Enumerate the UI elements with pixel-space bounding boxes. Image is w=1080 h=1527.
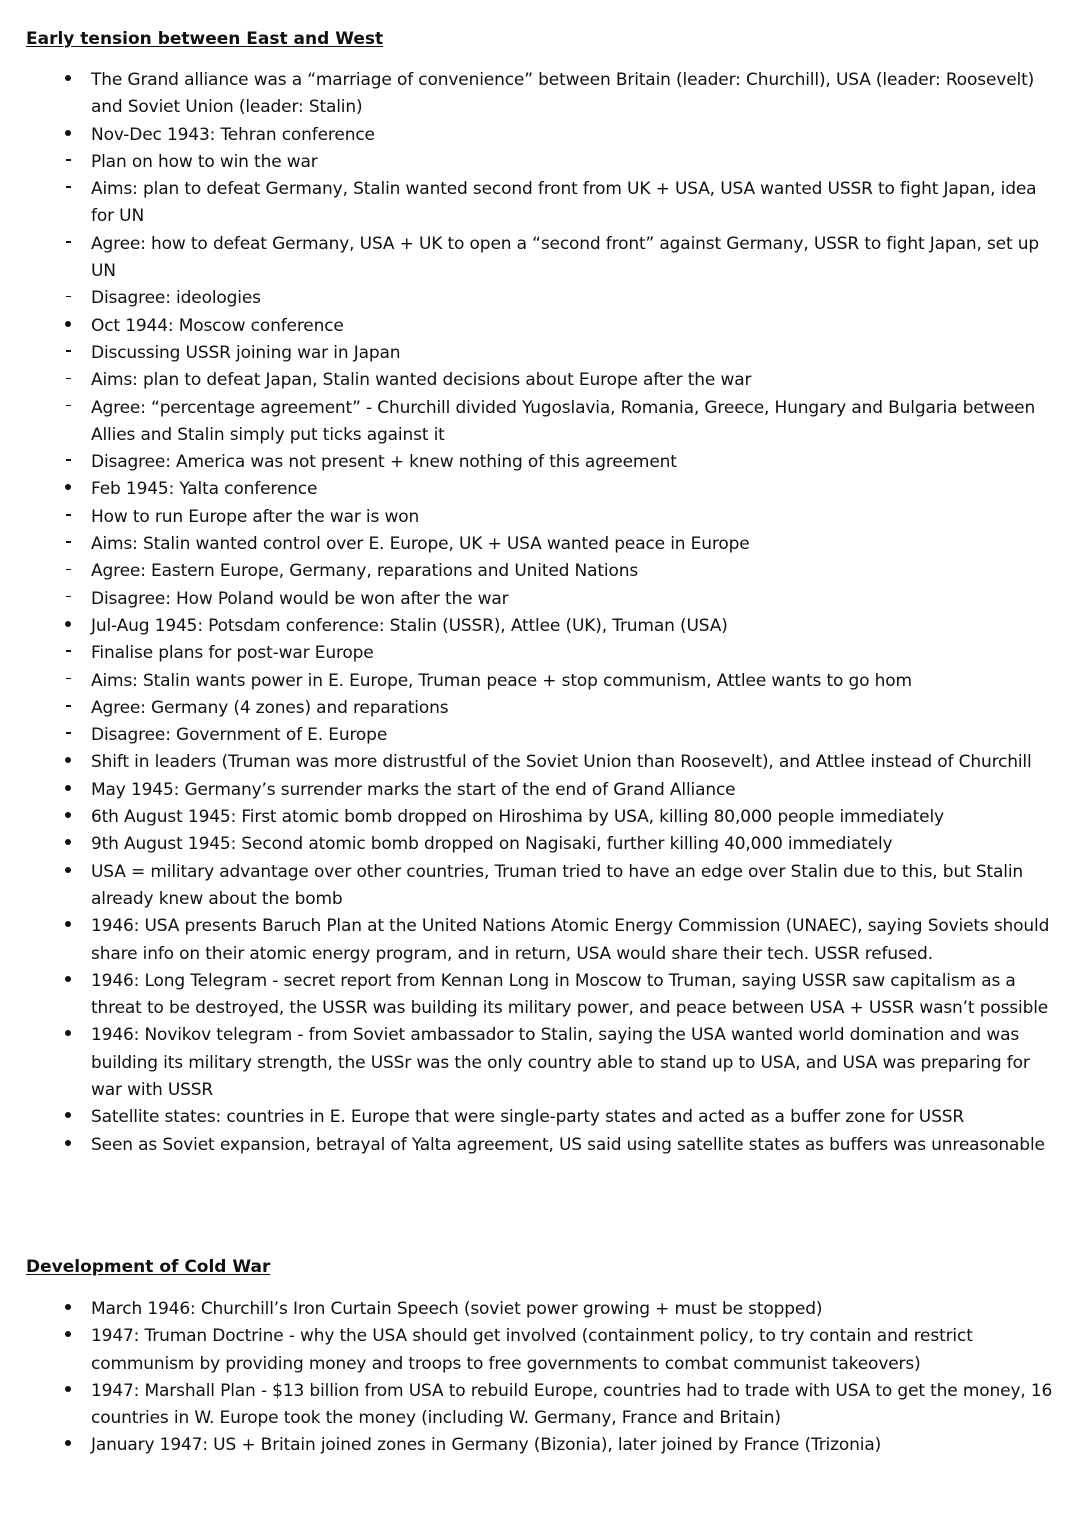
list-item-text: 1947: Truman Doctrine - why the USA should get involved (containment policy, to try contain and restrict communism by providing money and troops to free governments to combat communist takeovers) — [91, 1326, 973, 1374]
list-item-text: Agree: “percentage agreement” - Churchill divided Yugoslavia, Romania, Greece, Hungary and Bulgaria between Allies and Stalin simply put ticks against it — [91, 397, 1036, 445]
dash-marker — [58, 340, 78, 367]
bullet-marker — [58, 804, 78, 831]
list-item-text: Shift in leaders (Truman was more distrustful of the Soviet Union than Roosevelt), and Attlee instead of Churchill — [91, 752, 1032, 773]
list-item — [0, 313, 1080, 340]
dash-marker — [58, 367, 78, 394]
list-item-text: 1947: Marshall Plan - $13 billion from USA to rebuild Europe, countries had to trade with USA to get the money, 16 countries in W. Europe took the money (including W. Germany, France and Britain) — [91, 1380, 1053, 1429]
list-item — [0, 859, 1080, 914]
list-item — [0, 1022, 1080, 1104]
bullet-marker — [58, 968, 78, 995]
list-item-text: The Grand alliance was a “marriage of convenience” between Britain (leader: Churchill), USA (leader: Roosevelt) and Soviet Union (leader: Stalin) — [91, 70, 1035, 118]
list-item — [0, 231, 1080, 286]
list-item-text: Plan on how to win the war — [91, 151, 318, 172]
list-item-text: Disagree: Government of E. Europe — [91, 725, 388, 746]
bullet-marker — [58, 1022, 78, 1049]
dash-marker — [58, 531, 78, 558]
list-item — [0, 968, 1080, 1023]
bullet-marker — [58, 831, 78, 858]
dash-marker — [58, 149, 78, 176]
bullet-marker — [58, 67, 78, 94]
list-item — [0, 367, 1080, 394]
list-item — [0, 1432, 1080, 1459]
list-item-text: Agree: Eastern Europe, Germany, reparations and United Nations — [91, 561, 639, 582]
list-item — [0, 586, 1080, 613]
list-item — [0, 804, 1080, 831]
list-item-text: January 1947: US + Britain joined zones in Germany (Bizonia), later joined by France (Trizonia) — [91, 1435, 882, 1456]
list-item-text: May 1945: Germany’s surrender marks the start of the end of Grand Alliance — [91, 779, 736, 800]
list-item — [0, 1378, 1080, 1433]
bullet-marker — [58, 777, 78, 804]
list-item-text: Finalise plans for post-war Europe — [91, 643, 374, 664]
list-item — [0, 1296, 1080, 1323]
bullet-marker — [58, 749, 78, 776]
bullet-marker — [58, 476, 78, 503]
list-item-text: USA = military advantage over other countries, Truman tried to have an edge over Stalin due to this, but Stalin already knew about the bomb — [91, 861, 1024, 909]
list-item-text: Feb 1945: Yalta conference — [91, 479, 318, 500]
list-item-text: Aims: Stalin wants power in E. Europe, Truman peace + stop communism, Attlee wants to go hom — [91, 670, 912, 691]
list-item — [0, 67, 1080, 122]
list-item — [0, 1323, 1080, 1378]
list-item — [0, 722, 1080, 749]
list-item-text: Satellite states: countries in E. Europe that were single-party states and acted as a buffer zone for USSR — [91, 1107, 965, 1128]
list-item-text: 1946: Long Telegram - secret report from Kennan Long in Moscow to Truman, saying USSR saw capitalism as a threat to be destroyed, the USSR was building its military power, and peace between USA + USSR wasn’t possible — [91, 970, 1049, 1019]
bullet-marker — [58, 1132, 78, 1159]
list-item — [0, 176, 1080, 231]
list-item — [0, 831, 1080, 858]
list-item — [0, 504, 1080, 531]
list-item — [0, 695, 1080, 722]
dash-marker — [58, 231, 78, 258]
notes-list-early-tension — [0, 67, 1080, 1159]
dash-marker — [58, 395, 78, 422]
list-item-text: Disagree: How Poland would be won after the war — [91, 588, 509, 609]
bullet-marker — [58, 1296, 78, 1323]
list-item — [0, 122, 1080, 149]
list-item — [0, 531, 1080, 558]
bullet-marker — [58, 859, 78, 886]
list-item-text: Aims: plan to defeat Japan, Stalin wanted decisions about Europe after the war — [91, 370, 752, 391]
list-item-text: Disagree: ideologies — [91, 288, 261, 309]
list-item — [0, 449, 1080, 476]
dash-marker — [58, 722, 78, 749]
list-item — [0, 913, 1080, 968]
list-item — [0, 640, 1080, 667]
list-item-text: Oct 1944: Moscow conference — [91, 315, 344, 336]
dash-marker — [58, 285, 78, 312]
list-item — [0, 1104, 1080, 1131]
list-item — [0, 613, 1080, 640]
list-item — [0, 749, 1080, 776]
list-item-text: March 1946: Churchill’s Iron Curtain Speech (soviet power growing + must be stopped) — [91, 1299, 823, 1319]
bullet-marker — [58, 313, 78, 340]
dash-marker — [58, 695, 78, 722]
list-item — [0, 777, 1080, 804]
list-item-text: Discussing USSR joining war in Japan — [91, 342, 401, 363]
list-item-text: Aims: Stalin wanted control over E. Europe, UK + USA wanted peace in Europe — [91, 534, 750, 555]
section-title-early-tension: Early tension between East and West — [26, 29, 384, 49]
list-item-text: 6th August 1945: First atomic bomb dropped on Hiroshima by USA, killing 80,000 people immediately — [91, 807, 944, 828]
list-item — [0, 1132, 1080, 1159]
bullet-marker — [58, 1104, 78, 1131]
section-title-development: Development of Cold War — [26, 1257, 271, 1277]
list-item-text: 9th August 1945: Second atomic bomb dropped on Nagisaki, further killing 40,000 immediately — [91, 834, 893, 855]
list-item-text: Aims: plan to defeat Germany, Stalin wanted second front from UK + USA, USA wanted USSR to fight Japan, idea for UN — [91, 179, 1037, 227]
bullet-marker — [58, 122, 78, 149]
list-item — [0, 668, 1080, 695]
list-item — [0, 476, 1080, 503]
notes-list-development — [0, 1296, 1080, 1460]
list-item-text: Agree: Germany (4 zones) and reparations — [91, 697, 449, 718]
dash-marker — [58, 504, 78, 531]
list-item-text: Nov-Dec 1943: Tehran conference — [91, 124, 375, 145]
list-item-text: 1946: USA presents Baruch Plan at the United Nations Atomic Energy Commission (UNAEC), saying Soviets should share info on their atomic energy program, and in return, USA would share their tech. USSR refused. — [91, 916, 1050, 964]
list-item — [0, 340, 1080, 367]
list-item-text: How to run Europe after the war is won — [91, 506, 420, 527]
bullet-marker — [58, 1323, 78, 1350]
list-item — [0, 395, 1080, 450]
bullet-marker — [58, 613, 78, 640]
list-item-text: Agree: how to defeat Germany, USA + UK to open a “second front” against Germany, USSR to fight Japan, set up UN — [91, 233, 1040, 282]
dash-marker — [58, 449, 78, 476]
list-item-text: Seen as Soviet expansion, betrayal of Yalta agreement, US said using satellite states as buffers was unreasonable — [91, 1134, 1045, 1155]
bullet-marker — [58, 1378, 78, 1405]
list-item — [0, 149, 1080, 176]
dash-marker — [58, 586, 78, 613]
dash-marker — [58, 640, 78, 667]
list-item-text: Disagree: America was not present + knew nothing of this agreement — [91, 452, 677, 473]
list-item — [0, 558, 1080, 585]
dash-marker — [58, 558, 78, 585]
bullet-marker — [58, 913, 78, 940]
list-item — [0, 285, 1080, 312]
dash-marker — [58, 176, 78, 203]
dash-marker — [58, 668, 78, 695]
list-item-text: 1946: Novikov telegram - from Soviet ambassador to Stalin, saying the USA wanted world domination and was building its military strength, the USSr was the only country able to stand up to USA, and USA was preparing for war with USSR — [91, 1025, 1030, 1100]
list-item-text: Jul-Aug 1945: Potsdam conference: Stalin (USSR), Attlee (UK), Truman (USA) — [91, 615, 728, 636]
bullet-marker — [58, 1432, 78, 1459]
